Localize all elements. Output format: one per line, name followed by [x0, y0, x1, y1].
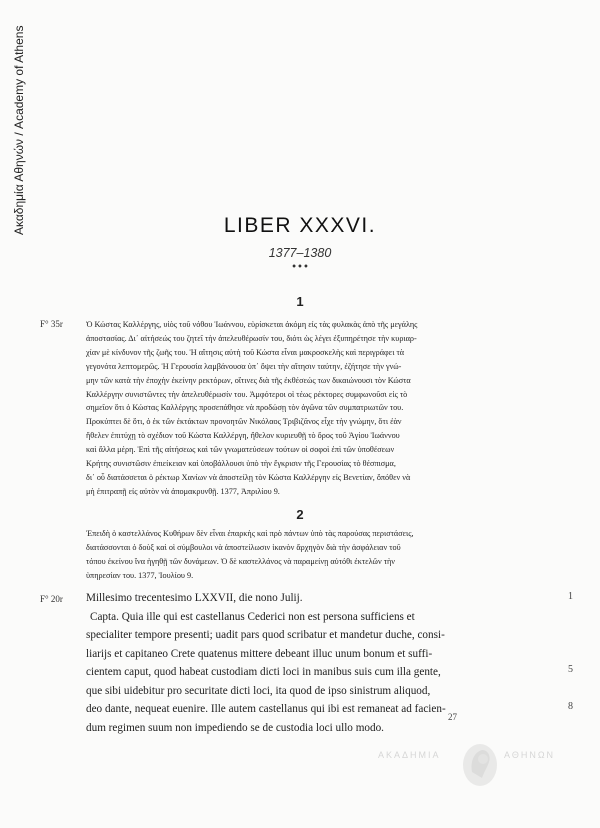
text-line: τόπου ἐκείνου ἵνα ἡγηθῇ τῶν δυνάμεων. Ὁ δὲ καστελλάνος νὰ παραμείνῃ αὐτόθι ἐκτελῶν τὴν — [86, 556, 395, 566]
text-line: cientem caput, quod habeat custodiam dicti loci in manibus suis cum illa gente, — [86, 666, 441, 678]
text-line: γεγονότα λεπτομερῶς. Ἡ Γερουσία λαμβάνουσα ὑπ᾽ ὄψει τὴν αἴτησιν ταύτην, ἐζήτησε τὴν γνώ- — [86, 361, 402, 371]
entry-number: 1 — [296, 294, 304, 309]
text-line: ὑπηρεσίαν του. 1377, Ἰουλίου 9. — [86, 570, 194, 580]
text-line: deo dante, nequeat euenire. Ille autem castellanus qui ibi est remaneat ad facien- — [86, 703, 446, 715]
folio-reference: F° 35r — [40, 319, 63, 329]
text-line: καὶ ἄλλα μέρη. Ἐπὶ τῆς αἰτήσεως καὶ τῶν γνωματεύσεων τούτων οἱ σοφοὶ ἐπὶ τῶν ὑποθέσεων — [86, 445, 395, 455]
text-line: διατάσσονται ὁ δοὺξ καὶ οἱ σύμβουλοι νὰ ἀποστείλωσιν ἱκανὸν ἄρχηγὸν διὰ τὴν ἀσφάλειαν τοῦ — [86, 542, 401, 552]
line-number: 1 — [568, 591, 573, 602]
text-line: Καλλέργην συνιστῶντες τὴν ἀπελευθέρωσίν του. Ἀμφότεροι οἱ τέως ρέκτορες συμφωνοῦσι εἰς τὸ — [86, 389, 408, 399]
text-line: Ἐπειδὴ ὁ καστελλάνος Κυθήρων δὲν εἶναι ἐπαρκὴς καὶ πρὸ πάντων ὑπὸ τὰς παρούσας περιστάσεις, — [86, 529, 414, 538]
text-line: liarijs et capitaneo Crete quatenus mittere debeant illuc unum bonum et suffi- — [86, 647, 433, 660]
text-line: specialiter tempore presenti; uadit pars quod scribatur et mandetur duche, consi- — [86, 629, 445, 641]
text-line: dum regimen suum non impediendo se de custodia loci ullo modo. — [86, 721, 384, 734]
book-title: LIBER XXXVI. — [223, 214, 377, 237]
text-line: ἀποστασίας. Δι᾽ αἰτήσεώς του ζητεῖ τὴν ἀπελευθέρωσίν του, διότι ὡς λέγει ἐξυπηρέτησε τὴν κυριαρ- — [86, 333, 417, 343]
date-line: Millesimo trecentesimo LXXVII, die nono Julij. — [86, 592, 303, 604]
folio-reference: F° 20r — [40, 594, 63, 604]
athena-seal-icon — [460, 742, 500, 788]
text-line: Προκύπτει δὲ ὅτι, ὁ ἐκ τῶν ἐκτάκτων προνοητῶν Νικόλαος Τριβιζᾶνος εἶχε τὴν γνώμην, ὅτι ἐὰν — [86, 417, 402, 427]
text-line: ἤθελεν ἐπιτύχῃ τὸ σχέδιον τοῦ Κώστα Καλλέργη, ἤθελον κυριευθῇ τὸ ὄρος τοῦ Ἁγίου Ἰωάννου — [86, 431, 400, 441]
academy-watermark — [378, 742, 583, 788]
line-number: 5 — [568, 664, 573, 675]
text-line: μὴ ἐπιτραπῇ εἰς αὐτὸν νὰ ἀπομακρυνθῇ. 1377, Ἀπριλίου 9. — [86, 486, 280, 496]
text-line: Ὁ Κώστας Καλλέργης, υἱὸς τοῦ νόθου Ἰωάννου, εὑρίσκεται ἀκόμη εἰς τὰς φυλακὰς ἀπὸ τῆς μεγάλης — [86, 320, 418, 329]
text-line: Κρήτης συνιστῶσιν ἐπιείκειαν καὶ ὑποβάλλουσι ὑπὸ τὴν ἔγκρισιν τῆς Γερουσίας τὸ θέσπισμα, — [86, 459, 396, 469]
text-line: que sibi uidebitur pro securitate dicti loci, ita quod de ipso sinistrum aliquod, — [86, 684, 431, 697]
text-line: Capta. Quia ille qui est castellanus Cederici non est persona sufficiens et — [90, 610, 415, 623]
text-line: σημεῖον ὅτι ὁ Κώστας Καλλέργης προσεπάθησε νὰ προδώσῃ τὸν ἀγῶνα τῶν συμπατριωτῶν του. — [86, 403, 404, 413]
entry-number: 2 — [296, 507, 304, 522]
ornament-dots: ••• — [291, 262, 309, 273]
year-range: 1377–1380 — [268, 246, 332, 260]
greek-summary-entry-2 — [86, 527, 522, 583]
watermark-text: ΑΚΑΔΗΜΙΑ — [378, 750, 441, 760]
page-number: 27 — [448, 712, 457, 722]
text-line: δι᾽ οὗ διατάσσεται ὁ ρέκτωρ Χανίων νὰ ἀποστείλῃ τὸν Κώστα Καλλέργην εἰς Βενετίαν, ὅπόθεν νὰ — [86, 472, 411, 482]
watermark-text: ΑΘΗΝΩΝ — [504, 750, 556, 760]
text-line: μην τῶν κατὰ τὴν ἐποχὴν ἐκείνην ρεκτόρων, οἵτινες διὰ τῆς ἐκθέσεώς των δικαιώνουσι τὸν Κώστα — [86, 375, 411, 385]
greek-summary-entry-1 — [86, 318, 522, 499]
archive-stamp: Ακαδημία Αθηνών / Academy of Athens — [12, 25, 26, 235]
line-number: 8 — [568, 701, 573, 712]
text-line: χίαν μὲ κίνδυνον τῆς ζωῆς του. Ἡ αἴτησις αὐτὴ τοῦ Κώστα εἶναι μακροσκελὴς καὶ περιγράφει τὰ — [86, 347, 405, 357]
